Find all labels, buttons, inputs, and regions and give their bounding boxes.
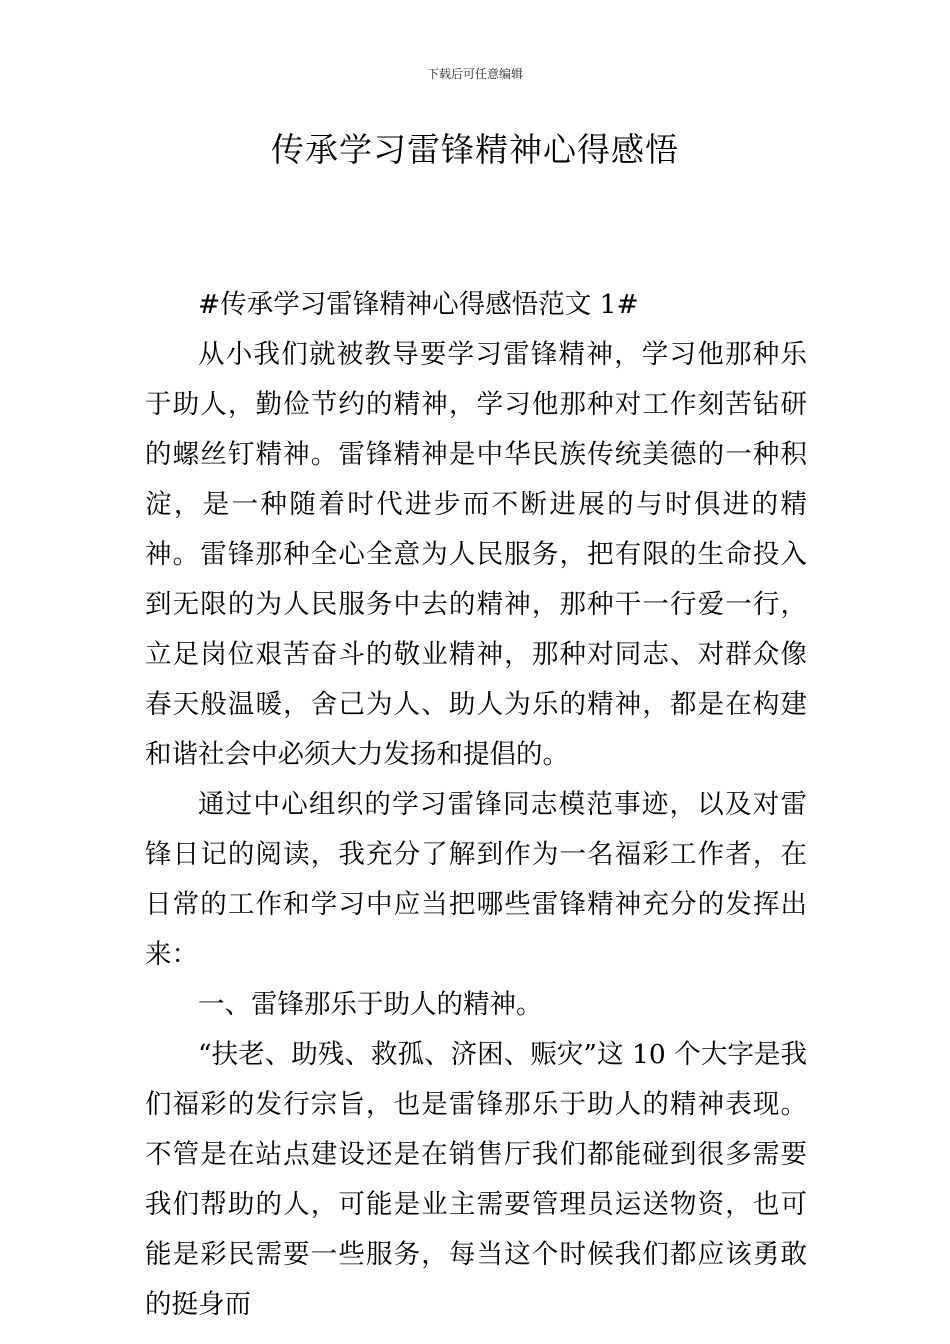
paragraph: 通过中心组织的学习雷锋同志模范事迹，以及对雷锋日记的阅读，我充分了解到作为一名福彩工作者，在日常的工作和学习中应当把哪些雷锋精神充分的发挥出来：	[145, 789, 807, 970]
section-heading: #传承学习雷锋精神心得感悟范文 1#	[198, 289, 639, 320]
document-body	[145, 280, 807, 1330]
document-title: 传承学习雷锋精神心得感悟	[271, 130, 679, 169]
header-note: 下载后可任意编辑	[426, 67, 523, 81]
paragraph: 从小我们就被教导要学习雷锋精神，学习他那种乐于助人，勤俭节约的精神，学习他那种对工作刻苦钻研的螺丝钉精神。雷锋精神是中华民族传统美德的一种积淀，是一种随着时代进步而不断进展的与时俱进的精神。雷锋那种全心全意为人民服务，把有限的生命投入到无限的为人民服务中去的精神，那种干一行爱一行，立足岗位艰苦奋斗的敬业精神，那种对同志、对群众像春天般温暖，舍己为人、助人为乐的精神，都是在构建和谐社会中必须大力发扬和提倡的。	[145, 339, 807, 770]
paragraph: “扶老、助残、救孤、济困、赈灾”这 10 个大字是我们福彩的发行宗旨，也是雷锋那乐于助人的精神表现。不管是在站点建设还是在销售厅我们都能碰到很多需要我们帮助的人，可能是业主需要管理员运送物资，也可能是彩民需要一些服务，每当这个时候我们都应该勇敢的挺身而	[145, 1039, 807, 1320]
paragraph: 一、雷锋那乐于助人的精神。	[198, 989, 543, 1020]
